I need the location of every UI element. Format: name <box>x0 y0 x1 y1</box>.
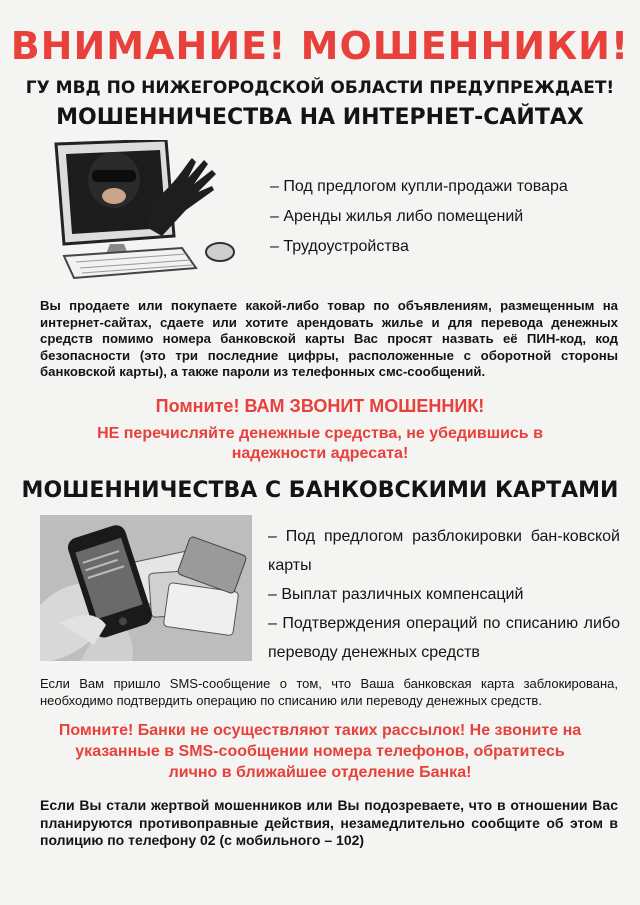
list-item: – Трудоустройства <box>270 232 620 262</box>
card-fraud-description: Если Вам пришло SMS-сообщение о том, что Ваша банковская карта заблокирована, необходимо подтвердить операцию по списанию или переводу денежных средств. <box>40 676 618 708</box>
section-heading-cards: МОШЕННИЧЕСТВА С БАНКОВСКИМИ КАРТАМИ <box>21 478 619 503</box>
list-item: – Под предлогом купли-продажи товара <box>270 172 620 202</box>
warning-scammer-calling: Помните! ВАМ ЗВОНИТ МОШЕННИК! <box>155 396 485 416</box>
internet-fraud-list <box>270 172 620 262</box>
section-heading-internet: МОШЕННИЧЕСТВА НА ИНТЕРНЕТ-САЙТАХ <box>56 105 584 130</box>
internet-fraud-description: Вы продаете или покупаете какой-либо товар по объявлениям, размещенным на интернет-сайтах, сдаете или хотите арендовать жилье и для перевода денежных средств помимо номера банковской карты Вас просят назвать её ПИН-код, код безопасности (это три последние цифры, расположенные с оборотной стороны банковской карты), а также пароли из телефонных смс-сообщений. <box>40 298 618 379</box>
list-item: – Подтверждения операций по списанию либо переводу денежных средств <box>268 609 620 667</box>
page-title: ВНИМАНИЕ! МОШЕННИКИ! <box>10 24 630 68</box>
warning-banks-do-not-send: Помните! Банки не осуществляют таких рассылок! Не звоните на указанные в SMS-сообщении номера телефонов, обратитесь лично в ближайшее отделение Банка! <box>58 722 582 781</box>
warning-do-not-transfer: НЕ перечисляйте денежные средства, не убедившись в надежности адресата! <box>97 425 543 462</box>
hacker-computer-illustration <box>36 140 258 288</box>
card-fraud-list <box>268 522 620 667</box>
page-subtitle: ГУ МВД ПО НИЖЕГОРОДСКОЙ ОБЛАСТИ ПРЕДУПРЕЖДАЕТ! <box>25 78 615 98</box>
police-contact-text: Если Вы стали жертвой мошенников или Вы подозреваете, что в отношении Вас планируются противоправные действия, незамедлительно сообщите об этом в полицию по телефону 02 (с мобильного – 102) <box>40 797 618 848</box>
phone-and-cards-photo <box>40 515 252 661</box>
list-item: – Выплат различных компенсаций <box>268 580 620 609</box>
keyboard-shape <box>64 248 196 278</box>
list-item: – Аренды жилья либо помещений <box>270 202 620 232</box>
mouse-shape <box>206 243 234 261</box>
list-item: – Под предлогом разблокировки бан-ковской карты <box>268 522 620 580</box>
